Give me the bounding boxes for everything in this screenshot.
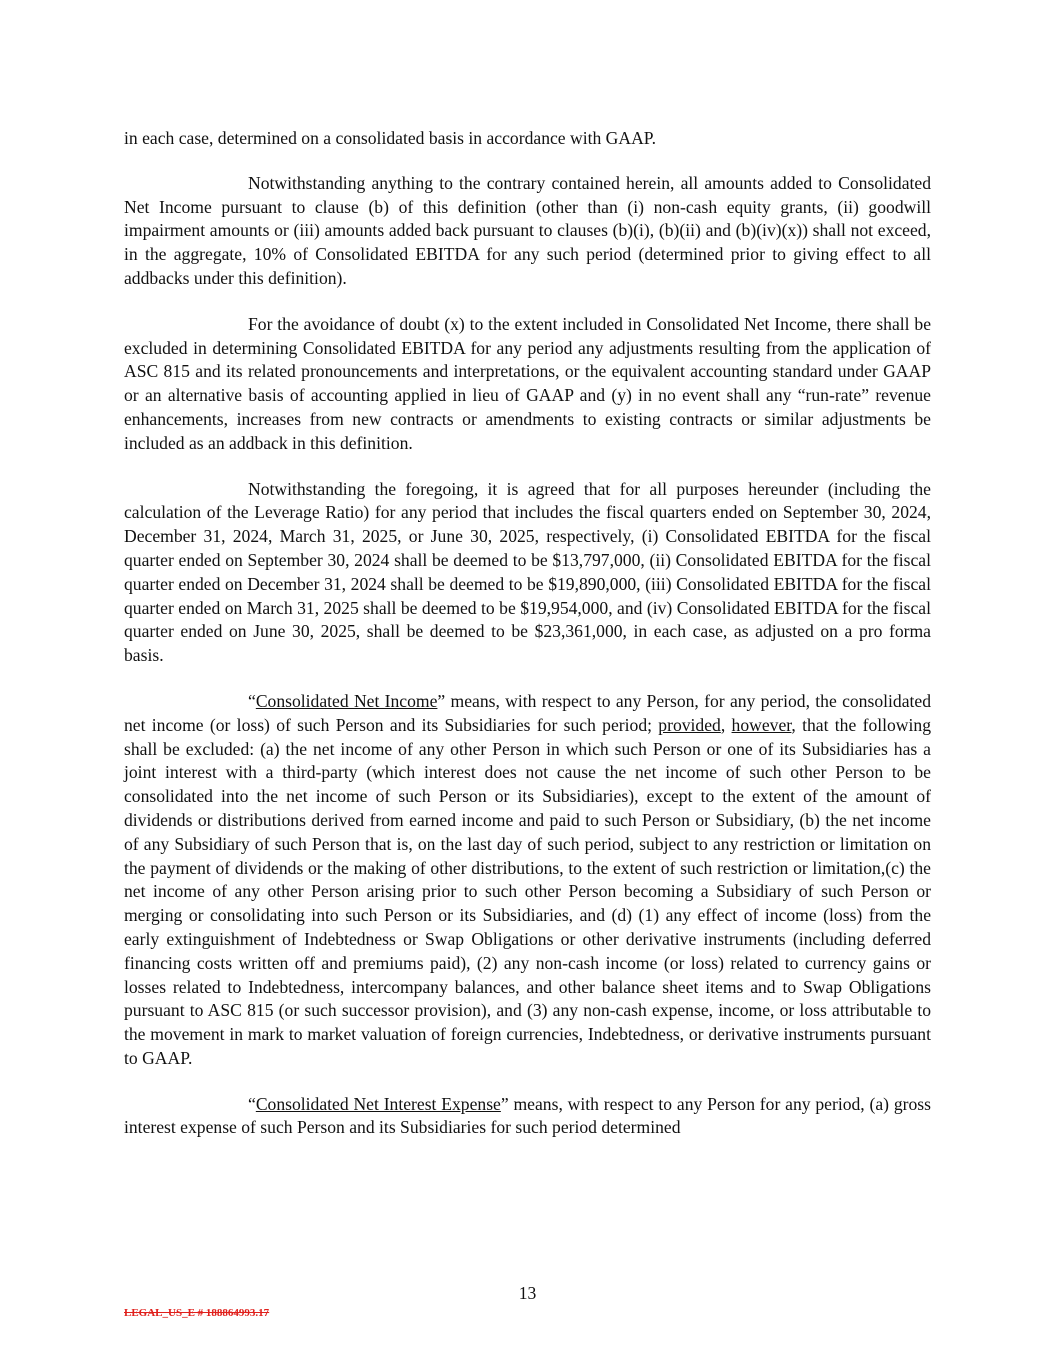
open-quote: “ xyxy=(248,1093,256,1114)
paragraph-avoidance-of-doubt: For the avoidance of doubt (x) to the extent included in Consolidated Net Income, there shall be excluded in determining Consolidated EBITDA for any period any adjustments resulting from the application of ASC 815 and its related pronouncements and interpretations, or the equivalent accounting standard under GAAP or an alternative basis of accounting applied in lieu of GAAP and (y) in no event shall any “run-rate” revenue enhancements, increases from new contracts or amendments to existing contracts or similar adjustments be included as an addback in this definition. xyxy=(124,313,931,453)
paragraph-gaap-basis: in each case, determined on a consolidated basis in accordance with GAAP. xyxy=(124,128,657,148)
definition-consolidated-net-income xyxy=(124,690,931,1071)
definition-text: means, with respect to any Person, for any period, the consolidated net income (or loss) of such Person and its Subsidiaries for such period; xyxy=(124,690,931,735)
definition-text-continued: , that the following shall be excluded: (a) the net income of any other Person in which such Person or one of its Subsidiaries has a joint interest with a third-party (which interest does not cause the net income of such other Person to be consolidated into the net income of such Person or its Subsidiaries), except to the extent of the amount of dividends or distributions derived from earned income and paid to such Person or Subsidiary, (b) the net income of any Subsidiary of such Person that is, on the last day of such period, subject to any restriction or limitation on the payment of dividends or the making of other distributions, to the extent of such restriction or limitation,(c) the net income of any other Person arising prior to such other Person becoming a Subsidiary of such Person or merging or consolidating into such Person or its Subsidiaries, and (d) (1) any effect of income (loss) from the early extinguishment of Indebtedness or Swap Obligations or other derivative instruments (including deferred financing costs written off and premiums paid), (2) any non-cash income (or loss) related to currency gains or losses related to Indebtedness, intercompany balances, and other balance sheet items and to Swap Obligations pursuant to ASC 815 (or such successor provision), and (3) any non-cash expense, income, or loss attributable to the movement in mark to market valuation of foreign currencies, Indebtedness, or derivative instruments pursuant to GAAP. xyxy=(124,714,931,1068)
page-number: 13 xyxy=(518,1283,537,1303)
however-term: however xyxy=(731,714,792,735)
paragraph-addback-cap: Notwithstanding anything to the contrary contained herein, all amounts added to Consolidated Net Income pursuant to clause (b) of this definition (other than (i) non-cash equity grants, (ii) goodwill impairment amounts or (iii) amounts added back pursuant to clauses (b)(i), (b)(ii) and (b)(iv)(x)) shall not exceed, in the aggregate, 10% of Consolidated EBITDA for any such period (determined prior to giving effect to all addbacks under this definition). xyxy=(124,172,931,288)
definition-text: means, with respect to any Person for any period, (a) gross interest expense of such Person and its Subsidiaries for such period determined xyxy=(124,1093,931,1138)
paragraph-deemed-ebitda: Notwithstanding the foregoing, it is agreed that for all purposes hereunder (including the calculation of the Leverage Ratio) for any period that includes the fiscal quarters ended on September 30, 2024, December 31, 2024, March 31, 2025, or June 30, 2025, respectively, (i) Consolidated EBITDA for the fiscal quarter ended on September 30, 2024 shall be deemed to be $13,797,000, (ii) Consolidated EBITDA for the fiscal quarter ended on December 31, 2024 shall be deemed to be $19,890,000, (iii) Consolidated EBITDA for the fiscal quarter ended on March 31, 2025 shall be deemed to be $19,954,000, and (iv) Consolidated EBITDA for the fiscal quarter ended on June 30, 2025, shall be deemed to be $23,361,000, in each case, as adjusted on a pro forma basis. xyxy=(124,478,931,666)
open-quote: “ xyxy=(248,690,256,711)
defined-term: Consolidated Net Interest Expense xyxy=(255,1093,501,1114)
definition-consolidated-net-interest-expense xyxy=(124,1093,931,1141)
close-quote: ” xyxy=(437,690,446,711)
close-quote: ” xyxy=(500,1093,509,1114)
provided-term: provided xyxy=(658,714,721,735)
separator: , xyxy=(720,714,732,735)
document-page xyxy=(124,127,931,1140)
defined-term: Consolidated Net Income xyxy=(255,690,438,711)
document-id-footer: LEGAL_US_E # 188864993.17 xyxy=(124,1307,270,1319)
